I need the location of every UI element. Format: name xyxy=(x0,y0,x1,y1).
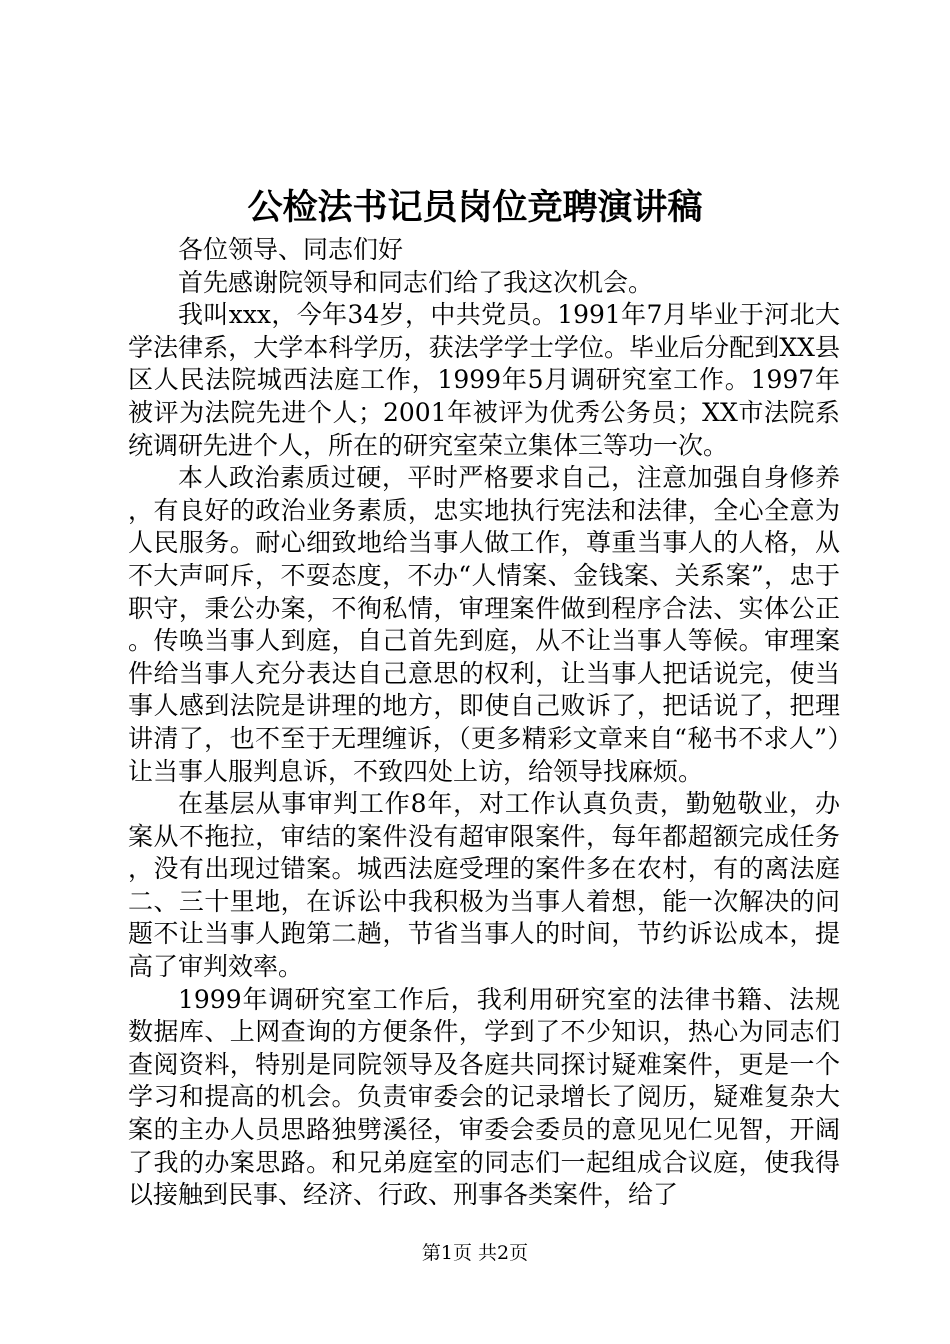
paragraph-introduction: 我叫xxx，今年34岁，中共党员。1991年7月毕业于河北大学法律系，大学本科学历，获法学学士学位。毕业后分配到XX县区人民法院城西法庭工作，1999年5月调研究室工作。1997年被评为法院先进个人；2001年被评为优秀公务员；XX市法院系统调研先进个人，所在的研究室荣立集体三等功一次。 xyxy=(128,300,840,460)
paragraph-greeting: 各位领导、同志们好 xyxy=(178,235,404,264)
paragraph-trial-work: 在基层从事审判工作8年，对工作认真负责，勤勉敬业，办案从不拖拉，审结的案件没有超审限案件，每年都超额完成任务，没有出现过错案。城西法庭受理的案件多在农村，有的离法庭二、三十里地，在诉讼中我积极为当事人着想，能一次解决的问题不让当事人跑第二趟，节省当事人的时间，节约诉讼成本，提高了审判效率。 xyxy=(128,789,840,982)
page-number-footer: 第1页 共2页 xyxy=(421,1242,529,1264)
document-body xyxy=(128,234,840,1212)
document-title: 公检法书记员岗位竞聘演讲稿 xyxy=(247,187,703,228)
paragraph-political-quality: 本人政治素质过硬，平时严格要求自己，注意加强自身修养，有良好的政治业务素质，忠实地执行宪法和法律，全心全意为人民服务。耐心细致地给当事人做工作，尊重当事人的人格，从不大声呵斥，不耍态度，不办“人情案、金钱案、关系案”，忠于职守，秉公办案，不徇私情，审理案件做到程序合法、实体公正。传唤当事人到庭，自己首先到庭，从不让当事人等候。审理案件给当事人充分表达自己意思的权利，让当事人把话说完，使当事人感到法院是讲理的地方，即使自己败诉了，把话说了，把理讲清了，也不至于无理缠诉，（更多精彩文章来自“秘书不求人”）让当事人服判息诉，不致四处上访，给领导找麻烦。 xyxy=(128,463,840,786)
paragraph-thanks: 首先感谢院领导和同志们给了我这次机会。 xyxy=(178,267,654,297)
paragraph-research-office: 1999年调研究室工作后，我利用研究室的法律书籍、法规数据库、上网查询的方便条件，学到了不少知识，热心为同志们查阅资料，特别是同院领导及各庭共同探讨疑难案件，更是一个学习和提高的机会。负责审委会的记录增长了阅历，疑难复杂大案的主办人员思路独劈溪径，审委会委员的意见见仁见智，开阔了我的办案思路。和兄弟庭室的同志们一起组成合议庭，使我得以接触到民事、经济、行政、刑事各类案件，给了 xyxy=(128,984,840,1210)
